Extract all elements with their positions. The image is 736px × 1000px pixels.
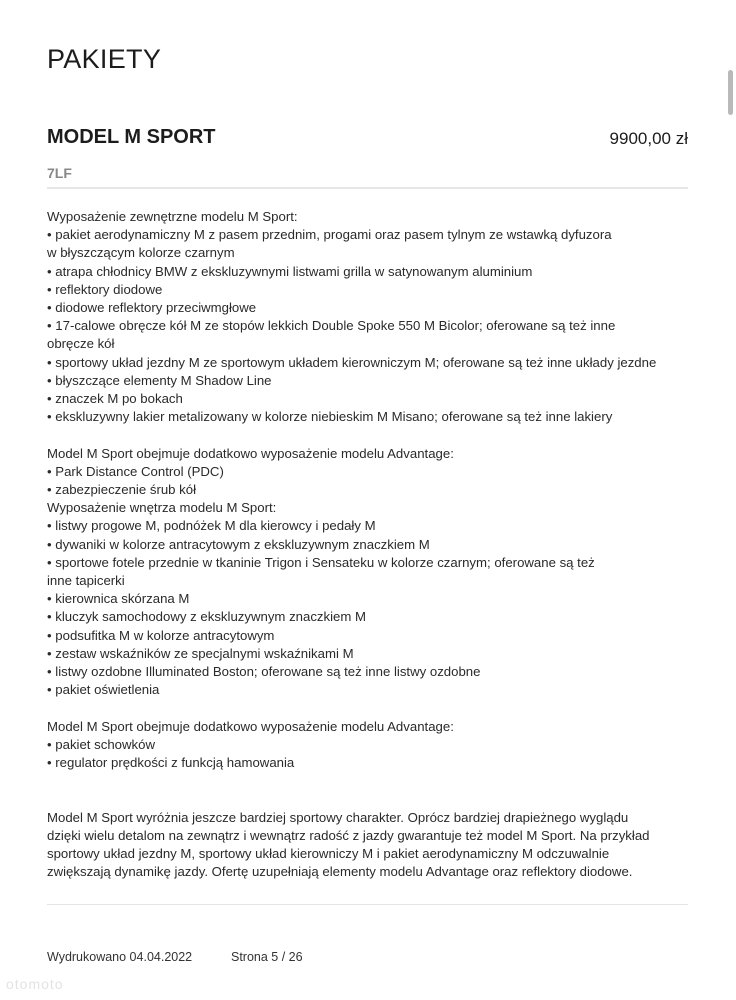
advantage-list [47,463,692,499]
paragraph-line: zwiększają dynamikę jazdy. Ofertę uzupełniają elementy modelu Advantage oraz reflektory diodowe. [47,864,633,880]
watermark-logo: otomoto [6,976,64,992]
list-item: • 17-calowe obręcze kół M ze stopów lekkich Double Spoke 550 M Bicolor; oferowane są też inne [47,318,616,334]
section-title: PAKIETY [47,44,162,74]
list-item: • pakiet schowków [47,736,155,752]
list-item: • pakiet aerodynamiczny M z pasem przednim, progami oraz pasem tylnym ze wstawką dyfuzora [47,227,612,243]
list-item: • ekskluzywny lakier metalizowany w kolorze niebieskim M Misano; oferowane są też inne lakiery [47,409,613,425]
exterior-list [47,226,692,426]
list-item: • podsufitka M w kolorze antracytowym [47,627,275,643]
list-item: • atrapa chłodnicy BMW z ekskluzywnymi listwami grilla w satynowanym aluminium [47,263,533,279]
list-item: • zestaw wskaźników ze specjalnymi wskaźnikami M [47,645,354,661]
interior-heading: Wyposażenie wnętrza modelu M Sport: [47,500,277,516]
spacer [47,772,692,808]
print-date: Wydrukowano 04.04.2022 [47,950,193,964]
page-number: Strona 5 / 26 [231,950,303,964]
package-description [47,208,692,881]
list-item: obręcze kół [47,336,115,352]
list-item: • reflektory diodowe [47,281,163,297]
package-price: 9900,00 zł [609,129,688,148]
list-item: • regulator prędkości z funkcją hamowania [47,755,295,771]
list-item: • zabezpieczenie śrub kół [47,482,197,498]
description-paragraph [47,809,692,882]
paragraph-line: sportowy układ jezdny M, sportowy układ kierowniczy M i pakiet aerodynamiczny M odczuwalnie [47,846,610,862]
list-item: inne tapicerki [47,573,125,589]
list-item: • pakiet oświetlenia [47,682,160,698]
list-item: • sportowe fotele przednie w tkaninie Trigon i Sensateku w kolorze czarnym; oferowane są też [47,554,595,570]
exterior-heading: Wyposażenie zewnętrzne modelu M Sport: [47,209,298,224]
package-name: MODEL M SPORT [47,126,216,148]
spacer [47,426,692,444]
list-item: • dywaniki w kolorze antracytowym z ekskluzywnym znaczkiem M [47,536,430,552]
package-code: 7LF [47,165,72,181]
list-item: • znaczek M po bokach [47,391,183,407]
divider [47,904,688,905]
interior-list [47,517,692,699]
advantage-list [47,736,692,772]
paragraph-line: dzięki wielu detalom na zewnątrz i wewnątrz radość z jazdy gwarantuje też model M Sport. Na przykład [47,827,650,843]
list-item: • diodowe reflektory przeciwmgłowe [47,300,257,316]
spacer [47,699,692,717]
list-item: • listwy ozdobne Illuminated Boston; oferowane są też inne listwy ozdobne [47,664,481,680]
list-item: • sportowy układ jezdny M ze sportowym układem kierowniczym M; oferowane są też inne układy jezdne [47,354,657,370]
list-item: • błyszczące elementy M Shadow Line [47,372,272,388]
scrollbar-thumb[interactable] [728,70,733,115]
advantage-heading: Model M Sport obejmuje dodatkowo wyposażenie modelu Advantage: [47,445,454,461]
advantage-heading: Model M Sport obejmuje dodatkowo wyposażenie modelu Advantage: [47,718,454,734]
list-item: • kluczyk samochodowy z ekskluzywnym znaczkiem M [47,609,367,625]
list-item: w błyszczącym kolorze czarnym [47,245,235,261]
list-item: • kierownica skórzana M [47,591,190,607]
paragraph-line: Model M Sport wyróżnia jeszcze bardziej sportowy charakter. Oprócz bardziej drapieżnego wyglądu [47,809,629,825]
list-item: • listwy progowe M, podnóżek M dla kierowcy i pedały M [47,518,376,534]
divider [47,187,688,189]
list-item: • Park Distance Control (PDC) [47,463,224,479]
